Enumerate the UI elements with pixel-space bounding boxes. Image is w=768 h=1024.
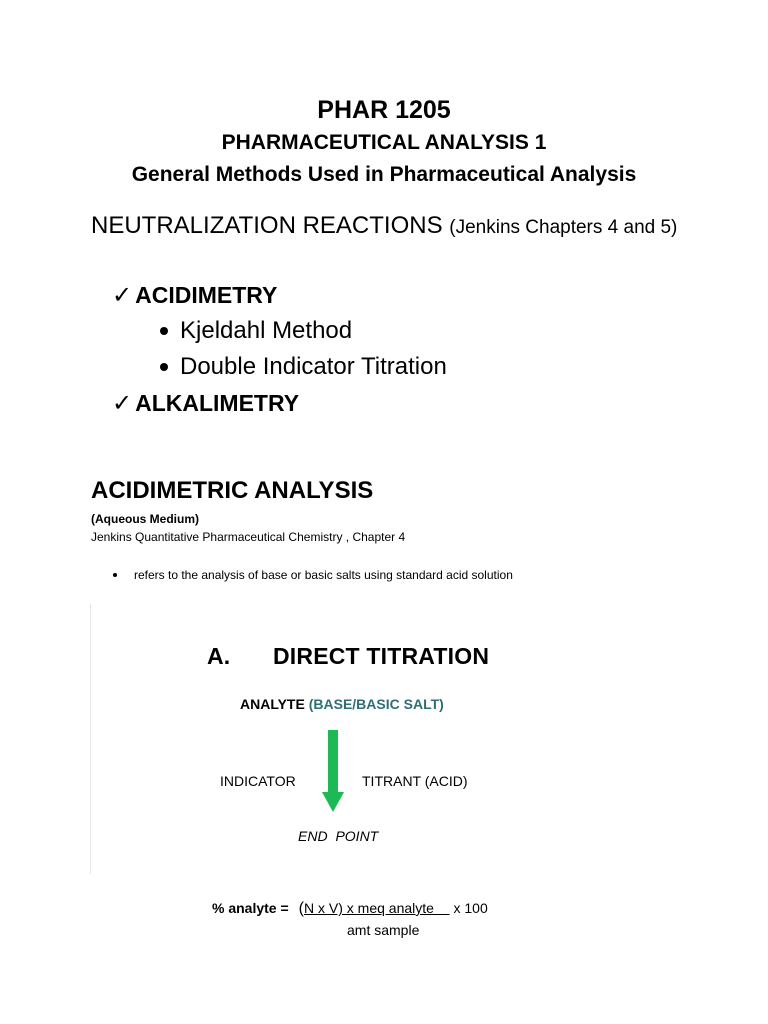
arrow-head [322,792,344,812]
description-item [113,568,513,582]
section-heading-note: (Jenkins Chapters 4 and 5) [449,217,678,238]
formula-open-paren: ( [298,900,304,917]
reference-text: Jenkins Quantitative Pharmaceutical Chemistry , Chapter 4 [91,530,406,544]
diagram-title-text: DIRECT TITRATION [273,643,490,669]
titrant-label: TITRANT (ACID) [362,773,468,789]
outline-subitem-kjeldahl [160,317,352,345]
course-code: PHAR 1205 [317,96,451,124]
section-heading [91,212,677,240]
description-text: refers to the analysis of base or basic salts using standard acid solution [134,568,513,582]
bullet-icon [160,363,168,371]
checkmark-icon: ✓ [112,282,133,309]
outline-subitem-label: Kjeldahl Method [180,317,353,344]
outline-item-label: ACIDIMETRY [135,282,278,308]
section-heading-text: NEUTRALIZATION REACTIONS [91,212,443,239]
bullet-icon [160,327,168,335]
outline-item-acidimetry [112,281,277,310]
arrow-shaft [328,730,338,796]
medium-note: (Aqueous Medium) [91,512,199,526]
outline-subitem-double-indicator [160,353,447,381]
analyte-label-text: ANALYTE [240,696,305,712]
formula-denominator: amt sample [347,922,420,938]
course-title: PHARMACEUTICAL ANALYSIS 1 [221,131,547,154]
bullet-icon [113,573,117,577]
end-point-label: END POINT [298,828,379,844]
outline-item-label: ALKALIMETRY [135,390,300,416]
analyte-type: (BASE/BASIC SALT) [308,696,444,712]
outline-item-alkalimetry [112,389,299,418]
diagram-title [0,643,768,673]
document-subtitle: General Methods Used in Pharmaceutical Analysis [131,163,637,186]
indicator-label: INDICATOR [220,773,296,789]
formula-multiplier: x 100 [453,900,488,916]
formula-label: % analyte = [212,900,289,916]
analyte-label [240,696,444,712]
formula-numerator: N x V) x meq analyte [303,900,450,916]
formula-line [212,900,488,918]
down-arrow-icon [322,730,344,812]
diagram-letter: A. [207,643,231,669]
outline-subitem-label: Double Indicator Titration [180,353,447,380]
checkmark-icon: ✓ [112,390,133,417]
acidimetric-heading: ACIDIMETRIC ANALYSIS [91,477,374,504]
